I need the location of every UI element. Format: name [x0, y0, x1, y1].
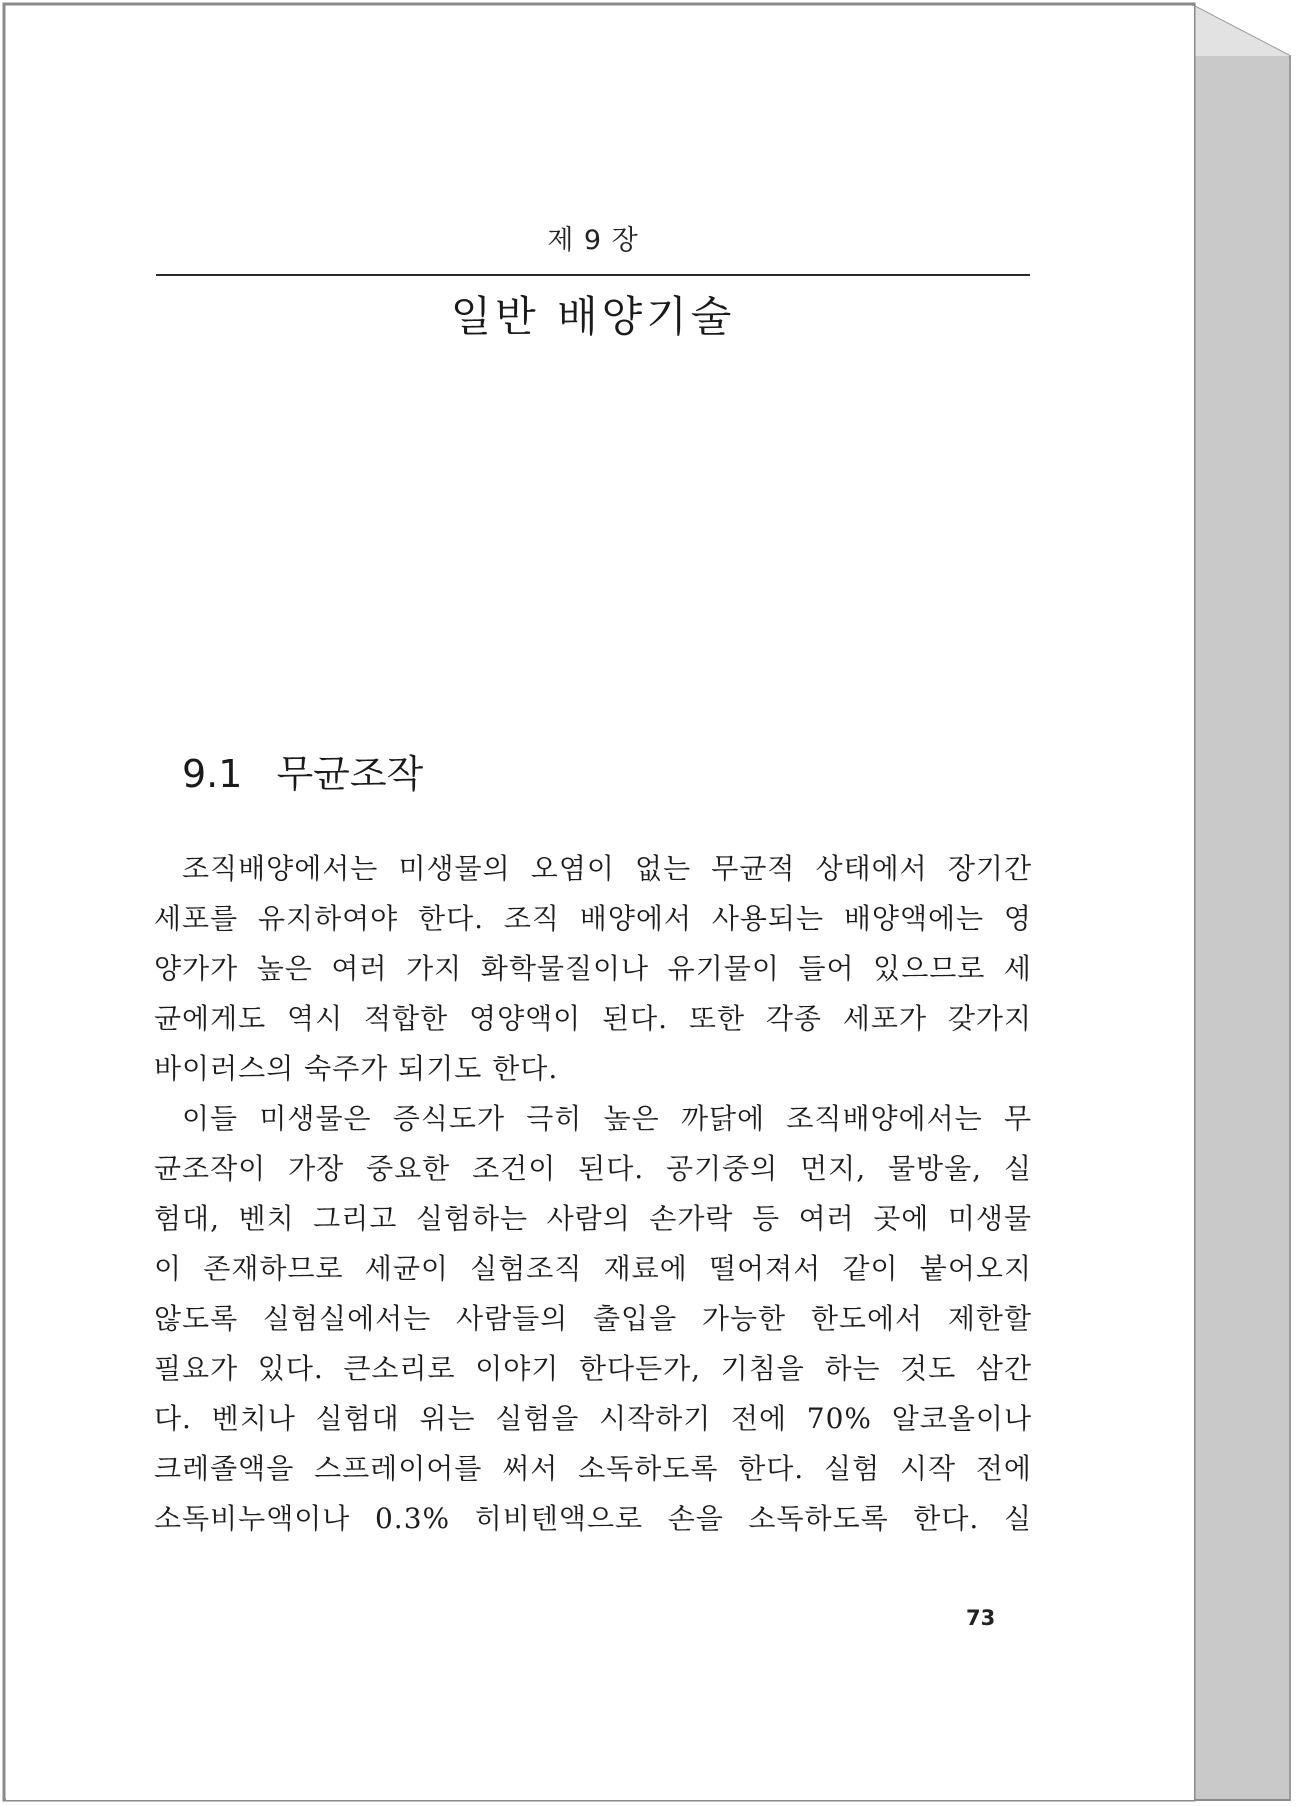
paragraph-line: 이들 미생물은 증식도가 극히 높은 까닭에 조직배양에서는 무 [182, 1102, 1032, 1135]
paragraph-line: 양가가 높은 여러 가지 화학물질이나 유기물이 들어 있으므로 세 [154, 952, 1032, 985]
page-number: 73 [966, 1606, 996, 1630]
paragraph-line: 조직배양에서는 미생물의 오염이 없는 무균적 상태에서 장기간 [182, 852, 1032, 885]
document-page [6, 6, 1194, 1800]
chapter-label: 제 9 장 [547, 225, 639, 256]
paragraph-line: 크레졸액을 스프레이어를 써서 소독하도록 한다. 실험 시작 전에 [154, 1452, 1032, 1485]
section-number: 9.1 [182, 752, 243, 796]
paragraph-line: 균조작이 가장 중요한 조건이 된다. 공기중의 먼지, 물방울, 실 [154, 1152, 1032, 1185]
paragraph-line: 않도록 실험실에서는 사람들의 출입을 가능한 한도에서 제한할 [154, 1302, 1032, 1335]
paragraph-line: 다. 벤치나 실험대 위는 실험을 시작하기 전에 70% 알코올이나 [154, 1402, 1032, 1435]
chapter-title: 일반 배양기술 [450, 292, 736, 341]
section-heading [182, 743, 423, 798]
paragraph-line: 균에게도 역시 적합한 영양액이 된다. 또한 각종 세포가 갖가지 [154, 1002, 1032, 1035]
body-text [154, 844, 1032, 1544]
paragraph-line: 바이러스의 숙주가 되기도 한다. [154, 1052, 559, 1085]
chapter-divider-line [156, 274, 1030, 276]
paragraph-line: 소독비누액이나 0.3% 히비텐액으로 손을 소독하도록 한다. 실 [154, 1502, 1032, 1535]
section-title: 무균조작 [276, 752, 424, 796]
paragraph-line: 필요가 있다. 큰소리로 이야기 한다든가, 기침을 하는 것도 삼간 [154, 1352, 1032, 1385]
paragraph-line: 험대, 벤치 그리고 실험하는 사람의 손가락 등 여러 곳에 미생물 [154, 1202, 1032, 1235]
paragraph-line: 이 존재하므로 세균이 실험조직 재료에 떨어져서 같이 붙어오지 [154, 1252, 1032, 1285]
paragraph-line: 세포를 유지하여야 한다. 조직 배양에서 사용되는 배양액에는 영 [154, 902, 1032, 935]
